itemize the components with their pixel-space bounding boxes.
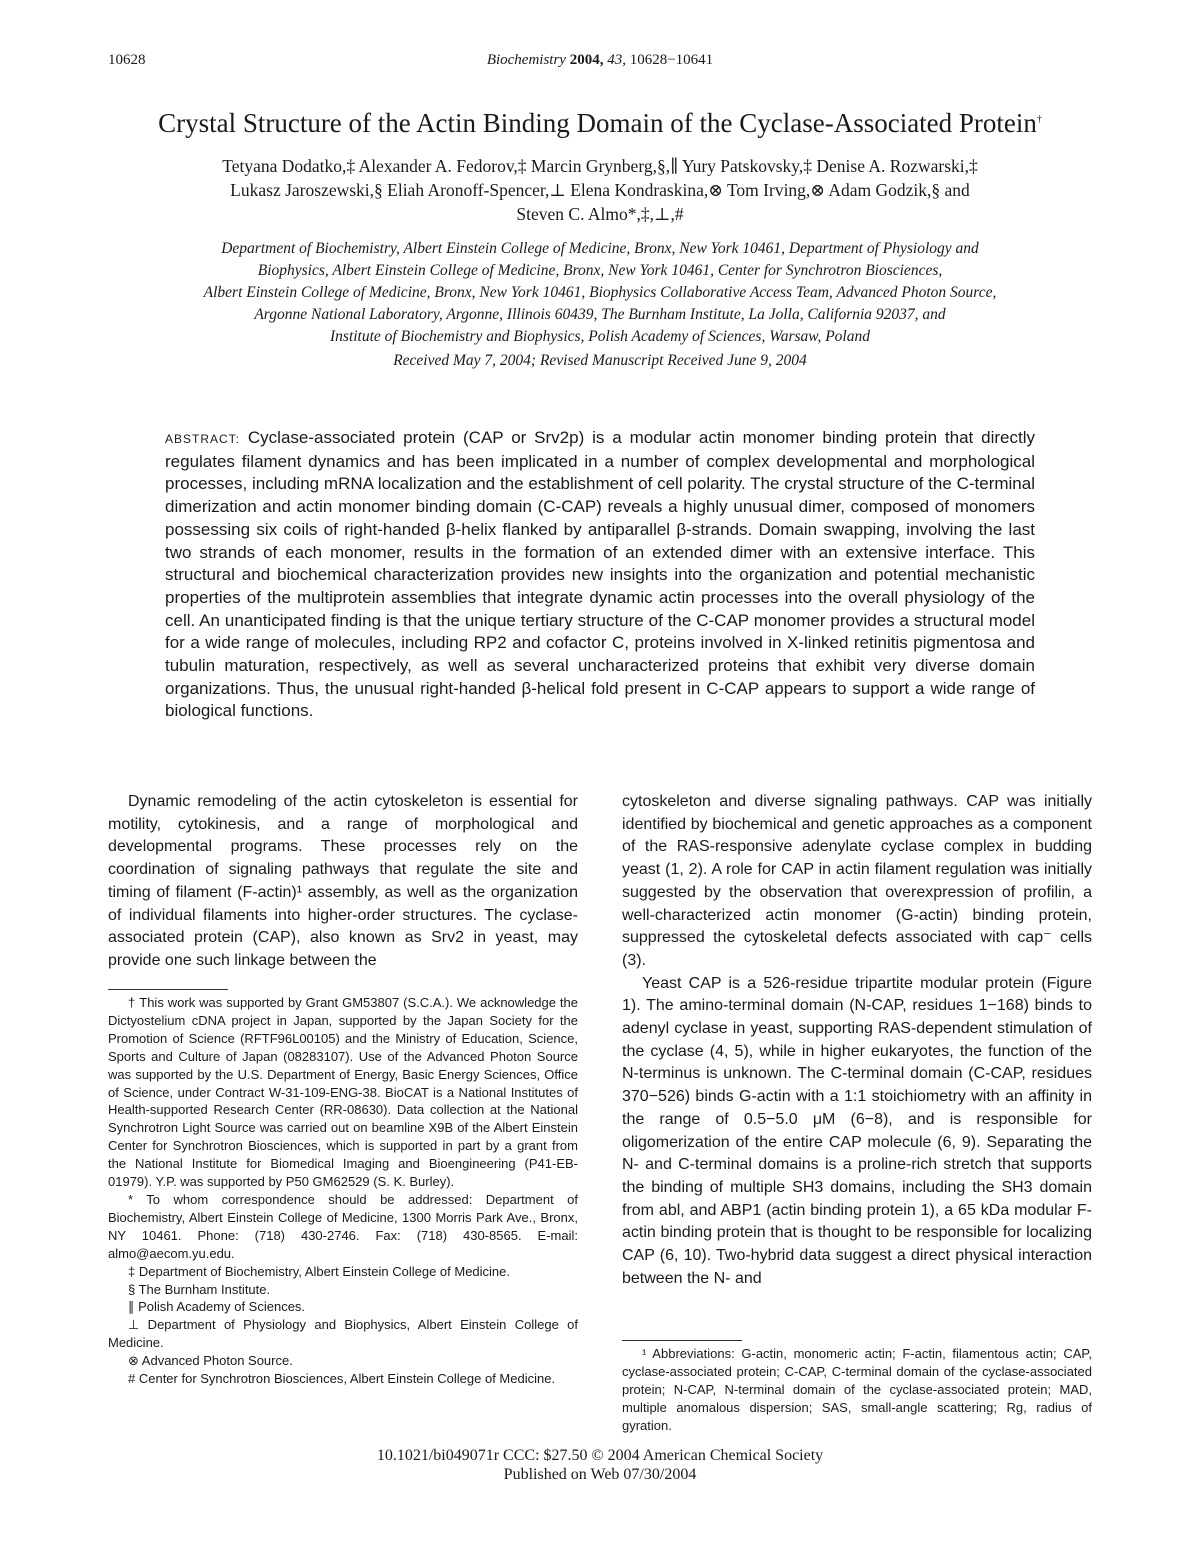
footnote-affil-synchrotron: # Center for Synchrotron Biosciences, Albert Einstein College of Medicine. bbox=[128, 1371, 556, 1387]
abstract bbox=[165, 427, 1035, 723]
footnote-correspondence: * To whom correspondence should be addressed: Department of Biochemistry, Albert Einstein College of Medicine, 1300 Morris Park Ave., Bronx, NY 10461. Phone: (718) 430-2746. Fax: (718) 430-8565. E-mail: almo@aecom.yu.edu. bbox=[108, 1191, 578, 1261]
abstract-label: ABSTRACT: bbox=[165, 432, 241, 446]
body-paragraph: Yeast CAP is a 526-residue tripartite modular protein (Figure 1). The amino-terminal domain (N-CAP, residues 1−168) binds to adenyl cyclase in yeast, supporting RAS-dependent stimulation of the cyclase (4, 5), while in higher eukaryotes, the function of the N-terminus is unknown. The C-terminal domain (C-CAP, residues 370−526) binds G-actin with a 1:1 stoichiometry with an affinity in the range of 0.5−5.0 μM (6−8), and is responsible for oligomerization of the entire CAP molecule (6, 9). Separating the N- and C-terminal domains is a proline-rich stretch that supports the binding of multiple SH3 domains, including the SH3 domain from abl, and ABP1 (actin binding protein 1), a 65 kDa modular F-actin binding protein that is thought to be responsible for localizing CAP (6, 10). Two-hybrid data suggest a direct physical interaction between the N- and bbox=[622, 974, 1092, 1287]
journal-volume: 43, bbox=[607, 52, 626, 68]
title-footnote-mark: † bbox=[1036, 114, 1042, 125]
footnote-funding: † This work was supported by Grant GM53807 (S.C.A.). We acknowledge the Dictyostelium cDNA project in Japan, supported by the Japan Society for the Promotion of Science (RFTF96L00105) and the Ministry of Education, Science, Sports and Culture of Japan (08283107). Use of the Advanced Photon Source was supported by the U.S. Department of Energy, Basic Energy Sciences, Office of Science, under Contract W-31-109-ENG-38. BioCAT is a National Institutes of Health-supported Research Center (RR-08630). Data collection at the National Synchrotron Light Source was carried out on beamline X9B of the Albert Einstein Center for Synchrotron Biosciences, which is supported in part by a grant from the National Institute for Biomedical Imaging and Bioengineering (P41-EB-01979). Y.P. was supported by P50 GM62529 (S. K. Burley). bbox=[108, 995, 578, 1190]
affiliation-line-1: Department of Biochemistry, Albert Einstein College of Medicine, Bronx, New York 10461, Department of Physiology and bbox=[221, 240, 979, 257]
page-footer bbox=[0, 1446, 1200, 1484]
author-list bbox=[100, 154, 1100, 226]
affiliation-line-5: Institute of Biochemistry and Biophysics, Polish Academy of Sciences, Warsaw, Poland bbox=[330, 328, 870, 345]
journal-pages: 10628−10641 bbox=[629, 52, 714, 68]
footnote-affil-aps: ⊗ Advanced Photon Source. bbox=[128, 1353, 293, 1369]
affiliation-line-4: Argonne National Laboratory, Argonne, Illinois 60439, The Burnham Institute, La Jolla, California 92037, and bbox=[254, 306, 946, 323]
footnote-affil-biochem: ‡ Department of Biochemistry, Albert Einstein College of Medicine. bbox=[128, 1263, 510, 1279]
page-number: 10628 bbox=[108, 52, 146, 68]
body-column-right bbox=[622, 791, 1092, 1290]
journal-year: 2004, bbox=[569, 52, 604, 68]
journal-citation bbox=[0, 52, 1200, 69]
abstract-text: Cyclase-associated protein (CAP or Srv2p) is a modular actin monomer binding protein that directly regulates filament dynamics and has been implicated in a number of complex developmental and morphological processes, including mRNA localization and the establishment of cell polarity. The crystal structure of the C-terminal dimerization and actin monomer binding domain (C-CAP) reveals a highly unusual dimer, composed of monomers possessing six coils of right-handed β-helix flanked by antiparallel β-strands. Domain swapping, involving the last two strands of each monomer, results in the formation of an extended dimer with an extensive interface. This structural and biochemical characterization provides new insights into the organization and potential mechanistic properties of the multiprotein assemblies that integrate dynamic actin processes into the overall physiology of the cell. An unanticipated finding is that the unique tertiary structure of the C-CAP monomer provides a structural model for a wide range of molecules, including RP2 and cofactor C, proteins involved in X-linked retinitis pigmentosa and tubulin maturation, respectively, as well as several uncharacterized proteins that exhibit very diverse domain organizations. Thus, the unusual right-handed β-helical fold present in C-CAP appears to support a wide range of biological functions. bbox=[165, 428, 1035, 721]
body-column-left bbox=[108, 791, 578, 973]
paper-title-text: Crystal Structure of the Actin Binding Domain of the Cyclase-Associated Protein bbox=[158, 108, 1037, 138]
body-paragraph: Dynamic remodeling of the actin cytoskeleton is essential for motility, cytokinesis, and a range of morphological and developmental programs. These processes rely on the coordination of signaling pathways that regulate the site and timing of filament (F-actin)¹ assembly, as well as the organization of individual filaments into higher-order structures. The cyclase-associated protein (CAP), also known as Srv2 in yeast, may provide one such linkage between the bbox=[108, 793, 578, 969]
footnote-affil-burnham: § The Burnham Institute. bbox=[128, 1281, 271, 1297]
affiliation-line-3: Albert Einstein College of Medicine, Bronx, New York 10461, Biophysics Collaborative Access Team, Advanced Photon Source, bbox=[203, 284, 997, 301]
received-dates: Received May 7, 2004; Revised Manuscript Received June 9, 2004 bbox=[393, 352, 807, 369]
author-line-3: Steven C. Almo*,‡,⊥,# bbox=[516, 204, 684, 224]
paper-title bbox=[60, 108, 1140, 139]
author-line-2: Lukasz Jaroszewski,§ Eliah Aronoff-Spencer,⊥ Elena Kondraskina,⊗ Tom Irving,⊗ Adam Godzik,§ and bbox=[230, 180, 970, 200]
footnotes-left bbox=[108, 989, 578, 1388]
footnote-affil-polish: ∥ Polish Academy of Sciences. bbox=[128, 1299, 306, 1315]
author-line-1: Tetyana Dodatko,‡ Alexander A. Fedorov,‡ Marcin Grynberg,§,∥ Yury Patskovsky,‡ Denise A. Rozwarski,‡ bbox=[222, 156, 978, 176]
footer-published: Published on Web 07/30/2004 bbox=[503, 1466, 697, 1483]
affiliations bbox=[80, 238, 1120, 348]
footnote-affil-physiology: ⊥ Department of Physiology and Biophysics, Albert Einstein College of Medicine. bbox=[108, 1317, 578, 1351]
footnote-abbreviations: ¹ Abbreviations: G-actin, monomeric actin; F-actin, filamentous actin; CAP, cyclase-associated protein; C-CAP, C-terminal domain of the cyclase-associated protein; N-CAP, N-terminal domain of the cyclase-associated protein; MAD, multiple anomalous dispersion; SAS, small-angle scattering; Rg, radius of gyration. bbox=[622, 1346, 1092, 1433]
body-paragraph: cytoskeleton and diverse signaling pathways. CAP was initially identified by biochemical and genetic approaches as a component of the RAS-responsive adenylate cyclase complex in budding yeast (1, 2). A role for CAP in actin filament regulation was initially suggested by the observation that overexpression of profilin, a well-characterized actin monomer (G-actin) binding protein, suppressed the cytoskeletal defects associated with cap⁻ cells (3). bbox=[622, 793, 1092, 969]
affiliation-line-2: Biophysics, Albert Einstein College of Medicine, Bronx, New York 10461, Center for Synchrotron Biosciences, bbox=[257, 262, 943, 279]
journal-name: Biochemistry bbox=[486, 52, 566, 68]
footer-doi-copyright: 10.1021/bi049071r CCC: $27.50 © 2004 American Chemical Society bbox=[376, 1447, 824, 1464]
footnotes-right bbox=[622, 1340, 1092, 1435]
